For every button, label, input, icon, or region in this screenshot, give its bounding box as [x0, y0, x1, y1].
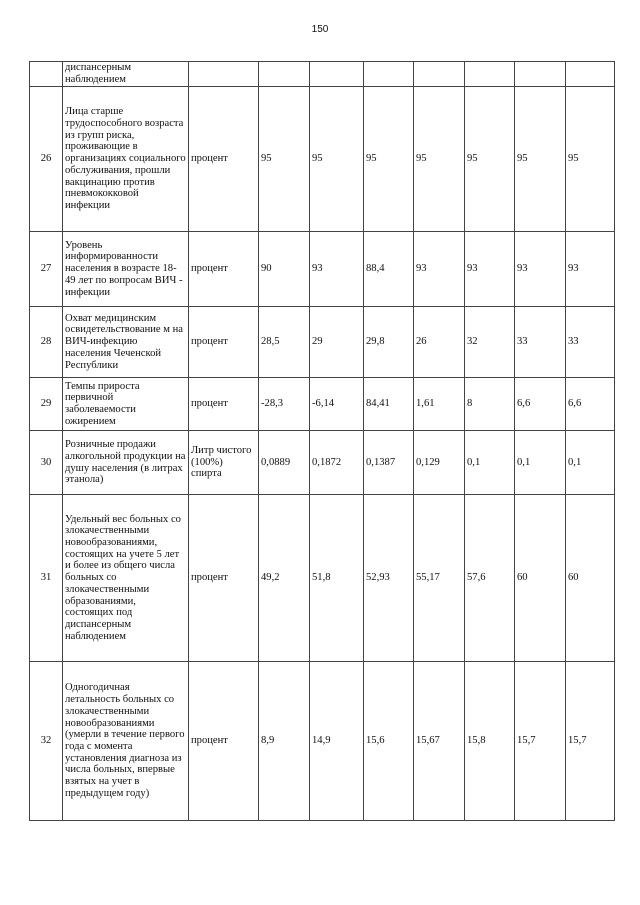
- value-cell: 33: [515, 307, 566, 378]
- unit-cell: [189, 62, 259, 87]
- value-cell: 95: [259, 87, 310, 232]
- value-cell: 55,17: [414, 495, 465, 662]
- value-cell: [364, 62, 414, 87]
- value-cell: [259, 62, 310, 87]
- value-cell: 93: [515, 232, 566, 307]
- value-cell: 60: [515, 495, 566, 662]
- value-cell: 15,8: [465, 662, 515, 821]
- value-cell: 88,4: [364, 232, 414, 307]
- table-row: [30, 307, 615, 378]
- value-cell: 1,61: [414, 378, 465, 431]
- value-cell: 29,8: [364, 307, 414, 378]
- value-cell: 15,6: [364, 662, 414, 821]
- unit-cell: процент: [189, 378, 259, 431]
- row-number-cell: 30: [30, 431, 63, 495]
- value-cell: 0,1: [515, 431, 566, 495]
- value-cell: 8: [465, 378, 515, 431]
- table-row: [30, 495, 615, 662]
- indicator-name-cell: Уровень информированности населения в возрасте 18-49 лет по вопросам ВИЧ - инфекции: [63, 232, 189, 307]
- value-cell: [566, 62, 615, 87]
- table-row: [30, 378, 615, 431]
- value-cell: 49,2: [259, 495, 310, 662]
- table-row: [30, 232, 615, 307]
- unit-cell: Литр чистого (100%) спирта: [189, 431, 259, 495]
- value-cell: 15,7: [566, 662, 615, 821]
- value-cell: 95: [465, 87, 515, 232]
- value-cell: 26: [414, 307, 465, 378]
- value-cell: 95: [515, 87, 566, 232]
- value-cell: 93: [310, 232, 364, 307]
- value-cell: 32: [465, 307, 515, 378]
- continuation-row: [30, 62, 615, 87]
- value-cell: [414, 62, 465, 87]
- indicators-table: [29, 61, 615, 821]
- value-cell: 95: [310, 87, 364, 232]
- indicator-name-cell: Охват медицинским освидетельствование м на ВИЧ-инфекцию населения Чеченской Республики: [63, 307, 189, 378]
- row-number-cell: [30, 62, 63, 87]
- row-number-cell: 32: [30, 662, 63, 821]
- value-cell: 93: [414, 232, 465, 307]
- table-row: [30, 431, 615, 495]
- indicator-name-cell: Одногодичная летальность больных со злокачественными новообразованиями (умерли в течение первого года с момента установления диагноза из числа больных, впервые взятых на учет в предыдущем году): [63, 662, 189, 821]
- value-cell: 51,8: [310, 495, 364, 662]
- table-row: [30, 87, 615, 232]
- value-cell: 95: [414, 87, 465, 232]
- value-cell: 0,1: [566, 431, 615, 495]
- value-cell: 93: [566, 232, 615, 307]
- value-cell: 0,0889: [259, 431, 310, 495]
- indicator-name-cell: Удельный вес больных со злокачественными новообразованиями, состоящих на учете 5 лет и более из общего числа больных со злокачественными образованиями, состоящих под диспансерным наблюдением: [63, 495, 189, 662]
- unit-cell: процент: [189, 662, 259, 821]
- value-cell: [515, 62, 566, 87]
- value-cell: 57,6: [465, 495, 515, 662]
- value-cell: 28,5: [259, 307, 310, 378]
- value-cell: 84,41: [364, 378, 414, 431]
- value-cell: 90: [259, 232, 310, 307]
- value-cell: 33: [566, 307, 615, 378]
- value-cell: 0,1: [465, 431, 515, 495]
- value-cell: [465, 62, 515, 87]
- indicator-name-cell: Темпы прироста первичной заболеваемости ожирением: [63, 378, 189, 431]
- value-cell: 15,67: [414, 662, 465, 821]
- row-number-cell: 29: [30, 378, 63, 431]
- value-cell: -28,3: [259, 378, 310, 431]
- row-number-cell: 28: [30, 307, 63, 378]
- value-cell: 6,6: [515, 378, 566, 431]
- row-number-cell: 31: [30, 495, 63, 662]
- row-number-cell: 27: [30, 232, 63, 307]
- value-cell: 8,9: [259, 662, 310, 821]
- value-cell: 93: [465, 232, 515, 307]
- indicator-name-cell: Лица старше трудоспособного возраста из групп риска, проживающие в организациях социального обслуживания, прошли вакцинацию против пневмококковой инфекции: [63, 87, 189, 232]
- value-cell: 6,6: [566, 378, 615, 431]
- value-cell: 14,9: [310, 662, 364, 821]
- unit-cell: процент: [189, 232, 259, 307]
- unit-cell: процент: [189, 495, 259, 662]
- value-cell: 60: [566, 495, 615, 662]
- row-number-cell: 26: [30, 87, 63, 232]
- indicator-name-cell: Розничные продажи алкогольной продукции на душу населения (в литрах этанола): [63, 431, 189, 495]
- value-cell: 0,1872: [310, 431, 364, 495]
- page-number: 150: [311, 24, 329, 35]
- value-cell: 0,129: [414, 431, 465, 495]
- unit-cell: процент: [189, 87, 259, 232]
- value-cell: 95: [566, 87, 615, 232]
- value-cell: 15,7: [515, 662, 566, 821]
- table-row: [30, 662, 615, 821]
- value-cell: -6,14: [310, 378, 364, 431]
- value-cell: 29: [310, 307, 364, 378]
- value-cell: 52,93: [364, 495, 414, 662]
- value-cell: 0,1387: [364, 431, 414, 495]
- value-cell: 95: [364, 87, 414, 232]
- unit-cell: процент: [189, 307, 259, 378]
- value-cell: [310, 62, 364, 87]
- indicator-name-cell: диспансерным наблюдением: [63, 62, 189, 87]
